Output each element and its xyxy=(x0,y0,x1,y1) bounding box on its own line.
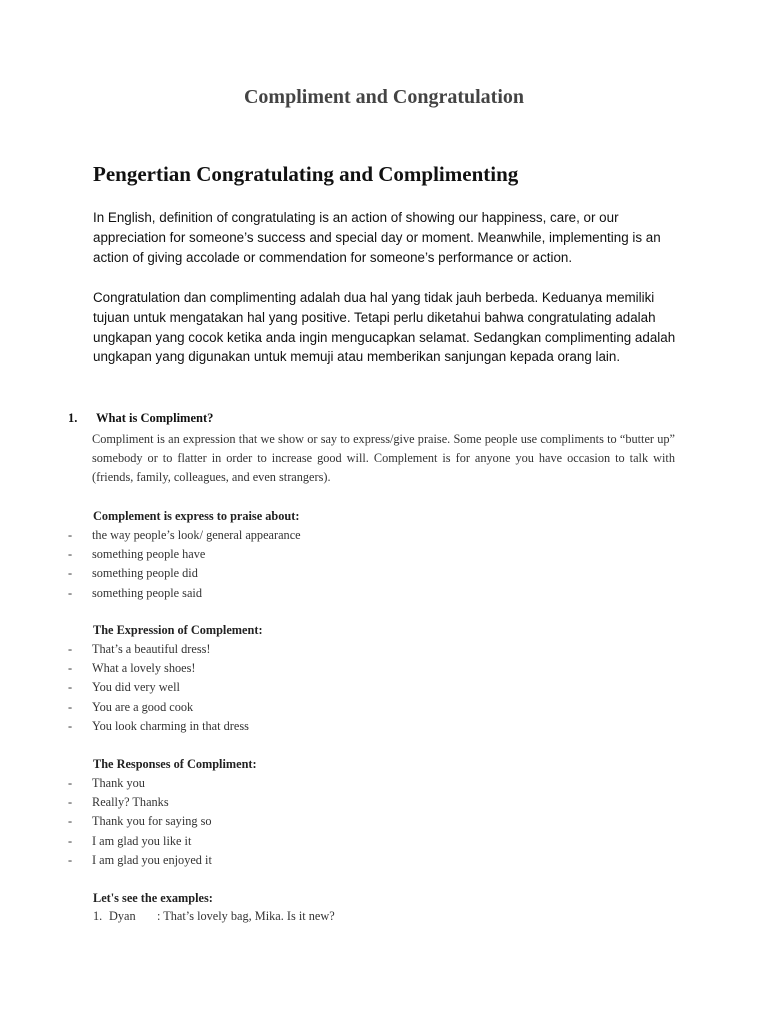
response-list xyxy=(68,774,212,870)
example-number: 1. xyxy=(93,909,103,923)
list-dash: - xyxy=(68,661,73,676)
section-heading: Pengertian Congratulating and Complimenting xyxy=(93,162,519,186)
list-dash: - xyxy=(68,680,73,695)
list-item: - Thank you xyxy=(68,774,212,793)
list-item: - I am glad you like it xyxy=(68,832,212,851)
list-item: - something people said xyxy=(68,584,301,603)
list-dash: - xyxy=(68,795,73,810)
list-item: - I am glad you enjoyed it xyxy=(68,851,212,870)
heading-number: 1. xyxy=(68,411,78,425)
praise-heading: Complement is express to praise about: xyxy=(93,509,300,523)
heading-text: What is Compliment? xyxy=(96,411,214,425)
list-item: - something people have xyxy=(68,545,301,564)
compliment-question-heading xyxy=(68,411,213,426)
list-dash: - xyxy=(68,585,73,600)
list-dash: - xyxy=(68,776,73,790)
list-dash: - xyxy=(68,718,73,733)
list-item: - You did very well xyxy=(68,678,249,697)
list-item: - Thank you for saying so xyxy=(68,812,212,831)
list-item: - You look charming in that dress xyxy=(68,717,249,736)
list-item: - Really? Thanks xyxy=(68,793,212,812)
list-dash: - xyxy=(68,833,73,848)
indonesian-definition-paragraph: Congratulation dan complimenting adalah dua hal yang tidak jauh berbeda. Keduanya memiliki tujuan untuk mengatakan hal yang positive. Tetapi perlu diketahui bahwa congratulating adalah ungkapan yang cocok ketika anda ingin mengucapkan selamat. Sedangkan complimenting adalah ungkapan yang digunakan untuk memuji atau memberikan sanjungan kepada orang lain. xyxy=(93,290,676,365)
response-heading: The Responses of Compliment: xyxy=(93,757,257,771)
list-item: - the way people’s look/ general appearance xyxy=(68,526,301,545)
example-text: : That’s lovely bag, Mika. Is it new? xyxy=(157,909,335,923)
expression-list xyxy=(68,640,249,736)
list-dash: - xyxy=(68,642,73,656)
example-speaker: Dyan xyxy=(109,909,136,923)
example-dialogue-line xyxy=(93,909,335,924)
english-definition-paragraph: In English, definition of congratulating is an action of showing our happiness, care, or our appreciation for someone’s success and special day or moment. Meanwhile, implementing is an action of giving accolade or commendation for someone’s performance or action. xyxy=(93,210,661,265)
examples-heading: Let's see the examples: xyxy=(93,891,213,905)
list-dash: - xyxy=(68,852,73,867)
praise-list xyxy=(68,526,301,603)
list-dash: - xyxy=(68,547,73,562)
list-dash: - xyxy=(68,566,73,581)
compliment-definition-paragraph: Compliment is an expression that we show or say to express/give praise. Some people use compliments to “butter up” somebody or to flatter in order to increase good will. Complement is for anyone you have occasion to talk with (friends, family, colleagues, and even strangers). xyxy=(92,432,675,485)
list-dash: - xyxy=(68,699,73,714)
list-item: - something people did xyxy=(68,564,301,583)
document-title: Compliment and Congratulation xyxy=(243,86,525,108)
list-dash: - xyxy=(68,814,73,829)
list-dash: - xyxy=(68,528,73,542)
list-item: - You are a good cook xyxy=(68,698,249,717)
list-item: - That’s a beautiful dress! xyxy=(68,640,249,659)
expression-heading: The Expression of Complement: xyxy=(93,623,263,637)
list-item: - What a lovely shoes! xyxy=(68,659,249,678)
